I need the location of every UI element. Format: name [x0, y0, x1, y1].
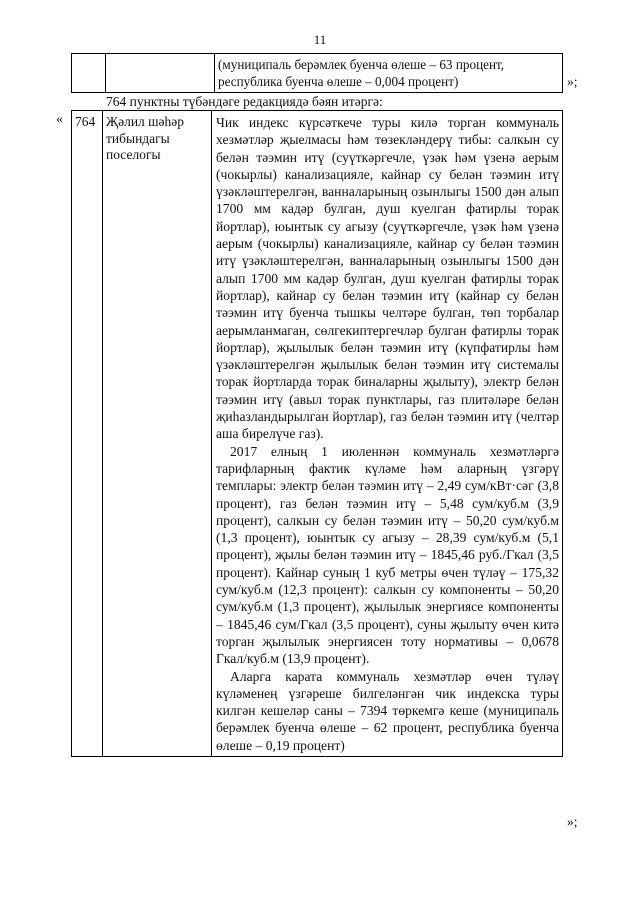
page-number: 11 [313, 32, 327, 47]
previous-row-table [71, 53, 563, 93]
amended-row-table [71, 110, 563, 757]
row-number: 764 [72, 111, 103, 757]
amendment-instruction: 764 пунктны түбәндәге редакциядә бәян итәргә: [106, 94, 383, 109]
paragraph-tariffs: 2017 елның 1 июленнән коммуналь хезмәтләргә тарифларның фактик күләме һәм аларның үзгәрү темплары: электр белән тәэмин итү – 2,49 сум/кВт·сәг (3,8 процент), газ белән тәэмин итү – 5,48 сум/куб.м (3,9 процент), салкын су белән тәэмин итү – 50,20 сум/куб.м (1,3 процент), юынтык су агызу – 28,39 сум/куб.м (5,1 процент), җылы белән тәэмин итү – 1845,46 руб./Гкал (3,5 процент). Кайнар суның 1 куб метры өчен түләү – 175,32 сум/куб.м (12,3 процент): салкын су компоненты – 50,20 сум/куб.м (1,3 процент), җылылык энергиясе компоненты – 1845,46 сум/Гкал (3,5 процент), суны җылыту өчен китә торган җылылык энергиясен тоту нормативы – 0,0678 Гкал/куб.м (13,9 процент). [216, 443, 559, 667]
closing-quote: »; [567, 814, 578, 829]
paragraph-population: Аларга карата коммуналь хезмәтләр өчен түләү күләменең үзгәреше билгеләнгән чик индекска туры килгән кешеләр саны – 7394 төркемгә кеше (муниципаль берәмлек буенча өлеше – 62 процент, республика буенча өлеше – 0,19 процент) [216, 668, 559, 753]
table-row [72, 111, 563, 757]
empty-settlement-cell [106, 54, 215, 93]
empty-number-cell [72, 54, 106, 93]
row-description [212, 111, 563, 757]
opening-quote: « [56, 112, 63, 127]
table-row [72, 54, 563, 93]
previous-row-text: (муниципаль берәмлек буенча өлеше – 63 процент, республика буенча өлеше – 0,004 процент) [215, 54, 563, 93]
settlement-name: Җәлил шәһәр тибындагы поселогы [103, 111, 212, 757]
paragraph-utilities-set: Чик индекс күрсәткече туры килә торган коммуналь хезмәтләр җыелмасы һәм төзекләндерү тибы: салкын су белән тәэмин итү (суүткәргечле, үзәк һәм үзенә аерым (чокырлы) канализацияле, кайнар су белән тәэмин итү үзәкләштерелгән, ванналарының озынлыгы 1500 дән алып 1700 мм кадәр булган, душ куелган фатирлы торак йортлар), юынтык су агызу (суүткәргечле, үзәк һәм үзенә аерым (чокырлы) канализацияле, кайнар су белән тәэмин итү үзәкләштерелгән, ванналарының озынлыгы 1500 дән алып 1700 мм кадәр булган, душ куелган фатирлы торак йортлар), кайнар су белән тәэмин итү (кайнар су белән тәэмин итү буенча тышкы челтәре булган, төп торбалар аерымланмаган, сөлгекиптергечләр булган фатирлы торак йортлар), җылылык белән тәэмин итү (күпфатирлы һәм үзәкләштерелгән җылылык белән тәэмин итү системалы торак йортларда торак биналарны җылыту), электр белән тәэмин итү (авыл торак пунктлары, газ плитәләре белән җиһазландырылган йортлар), газ белән тәэмин итү (челтәр аша бирелүче газ). [216, 115, 559, 442]
previous-row-closing-quote: »; [567, 74, 578, 89]
